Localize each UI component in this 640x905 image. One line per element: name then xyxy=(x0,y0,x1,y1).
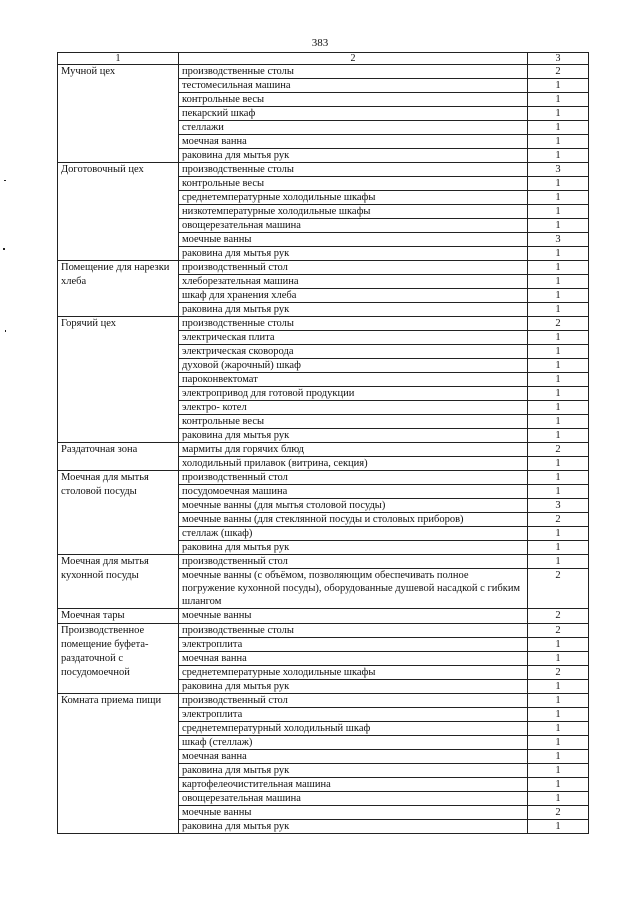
equipment-item-cell: раковина для мытья рук xyxy=(179,149,528,163)
quantity-cell: 1 xyxy=(528,736,589,750)
quantity-cell: 1 xyxy=(528,149,589,163)
quantity-cell: 1 xyxy=(528,792,589,806)
equipment-item-cell: посудомоечная машина xyxy=(179,485,528,499)
equipment-item-cell: стеллажи xyxy=(179,121,528,135)
equipment-item-cell: картофелеочистительная машина xyxy=(179,778,528,792)
quantity-cell: 1 xyxy=(528,177,589,191)
quantity-cell: 1 xyxy=(528,415,589,429)
quantity-cell: 1 xyxy=(528,359,589,373)
equipment-item-cell: моечная ванна xyxy=(179,135,528,149)
header-col-2: 2 xyxy=(179,53,528,65)
equipment-item-cell: раковина для мытья рук xyxy=(179,303,528,317)
quantity-cell: 1 xyxy=(528,191,589,205)
equipment-item-cell: раковина для мытья рук xyxy=(179,820,528,834)
equipment-item-cell: производственный стол xyxy=(179,555,528,569)
quantity-cell: 2 xyxy=(528,65,589,79)
table-row xyxy=(58,624,589,638)
quantity-cell: 1 xyxy=(528,331,589,345)
equipment-item-cell: производственный стол xyxy=(179,261,528,275)
equipment-item-cell: овощерезательная машина xyxy=(179,219,528,233)
equipment-item-cell: моечная ванна xyxy=(179,652,528,666)
section-name-cell: Помещение для нарезки хлеба xyxy=(58,261,179,317)
equipment-item-cell: духовой (жарочный) шкаф xyxy=(179,359,528,373)
quantity-cell: 1 xyxy=(528,289,589,303)
quantity-cell: 2 xyxy=(528,513,589,527)
quantity-cell: 1 xyxy=(528,219,589,233)
equipment-item-cell: производственные столы xyxy=(179,624,528,638)
section-name-cell: Доготовочный цех xyxy=(58,163,179,261)
equipment-item-cell: холодильный прилавок (витрина, секция) xyxy=(179,457,528,471)
equipment-item-cell: стеллаж (шкаф) xyxy=(179,527,528,541)
quantity-cell: 1 xyxy=(528,387,589,401)
quantity-cell: 1 xyxy=(528,527,589,541)
quantity-cell: 1 xyxy=(528,652,589,666)
equipment-item-cell: производственные столы xyxy=(179,317,528,331)
equipment-item-cell: моечные ванны (для мытья столовой посуды) xyxy=(179,499,528,513)
header-col-1: 1 xyxy=(58,53,179,65)
equipment-item-cell: электроплита xyxy=(179,708,528,722)
quantity-cell: 1 xyxy=(528,79,589,93)
equipment-item-cell: пароконвектомат xyxy=(179,373,528,387)
table-row xyxy=(58,65,589,79)
quantity-cell: 1 xyxy=(528,750,589,764)
quantity-cell: 2 xyxy=(528,624,589,638)
equipment-item-cell: раковина для мытья рук xyxy=(179,680,528,694)
section-name-cell: Моечная для мытья столовой посуды xyxy=(58,471,179,555)
equipment-item-cell: шкаф для хранения хлеба xyxy=(179,289,528,303)
equipment-item-cell: моечные ванны (для стеклянной посуды и столовых приборов) xyxy=(179,513,528,527)
quantity-cell: 3 xyxy=(528,163,589,177)
equipment-item-cell: раковина для мытья рук xyxy=(179,541,528,555)
section-name-cell: Мучной цех xyxy=(58,65,179,163)
equipment-item-cell: тестомесильная машина xyxy=(179,79,528,93)
quantity-cell: 1 xyxy=(528,429,589,443)
quantity-cell: 1 xyxy=(528,680,589,694)
equipment-item-cell: производственные столы xyxy=(179,65,528,79)
quantity-cell: 1 xyxy=(528,373,589,387)
table-row xyxy=(58,261,589,275)
table-row xyxy=(58,609,589,624)
quantity-cell: 1 xyxy=(528,345,589,359)
equipment-item-cell: среднетемпературные холодильные шкафы xyxy=(179,191,528,205)
equipment-table-body xyxy=(58,53,589,834)
table-row xyxy=(58,163,589,177)
quantity-cell: 1 xyxy=(528,722,589,736)
quantity-cell: 1 xyxy=(528,555,589,569)
equipment-item-cell: моечные ванны (с объёмом, позволяющим обеспечивать полное погружение кухонной посуды), оборудованные душевой насадкой с гибким шлангом xyxy=(179,569,528,609)
quantity-cell: 1 xyxy=(528,638,589,652)
equipment-item-cell: моечные ванны xyxy=(179,806,528,820)
equipment-item-cell: раковина для мытья рук xyxy=(179,764,528,778)
equipment-item-cell: пекарский шкаф xyxy=(179,107,528,121)
equipment-item-cell: производственные столы xyxy=(179,163,528,177)
quantity-cell: 1 xyxy=(528,471,589,485)
quantity-cell: 1 xyxy=(528,121,589,135)
page-number: 383 xyxy=(311,37,329,49)
table-row xyxy=(58,555,589,569)
quantity-cell: 1 xyxy=(528,261,589,275)
table-row xyxy=(58,471,589,485)
equipment-item-cell: электроплита xyxy=(179,638,528,652)
equipment-item-cell: электро- котел xyxy=(179,401,528,415)
quantity-cell: 1 xyxy=(528,93,589,107)
equipment-item-cell: моечные ванны xyxy=(179,609,528,624)
quantity-cell: 1 xyxy=(528,694,589,708)
section-name-cell: Горячий цех xyxy=(58,317,179,443)
equipment-item-cell: раковина для мытья рук xyxy=(179,429,528,443)
equipment-item-cell: контрольные весы xyxy=(179,177,528,191)
table-header-row xyxy=(58,53,589,65)
quantity-cell: 1 xyxy=(528,401,589,415)
quantity-cell: 1 xyxy=(528,708,589,722)
quantity-cell: 1 xyxy=(528,247,589,261)
equipment-item-cell: моечная ванна xyxy=(179,750,528,764)
quantity-cell: 1 xyxy=(528,541,589,555)
equipment-item-cell: электрическая сковорода xyxy=(179,345,528,359)
quantity-cell: 1 xyxy=(528,205,589,219)
equipment-item-cell: контрольные весы xyxy=(179,93,528,107)
equipment-item-cell: шкаф (стеллаж) xyxy=(179,736,528,750)
equipment-item-cell: контрольные весы xyxy=(179,415,528,429)
equipment-item-cell: мармиты для горячих блюд xyxy=(179,443,528,457)
equipment-item-cell: производственный стол xyxy=(179,471,528,485)
equipment-table xyxy=(57,52,589,834)
quantity-cell: 2 xyxy=(528,317,589,331)
quantity-cell: 1 xyxy=(528,764,589,778)
equipment-item-cell: производственный стол xyxy=(179,694,528,708)
quantity-cell: 2 xyxy=(528,443,589,457)
section-name-cell: Моечная для мытья кухонной посуды xyxy=(58,555,179,609)
quantity-cell: 1 xyxy=(528,457,589,471)
quantity-cell: 1 xyxy=(528,275,589,289)
quantity-cell: 1 xyxy=(528,135,589,149)
equipment-item-cell: овощерезательная машина xyxy=(179,792,528,806)
section-name-cell: Моечная тары xyxy=(58,609,179,624)
quantity-cell: 1 xyxy=(528,303,589,317)
section-name-cell: Производственное помещение буфета-раздаточной с посудомоечной xyxy=(58,624,179,694)
quantity-cell: 2 xyxy=(528,806,589,820)
quantity-cell: 2 xyxy=(528,569,589,609)
equipment-item-cell: раковина для мытья рук xyxy=(179,247,528,261)
section-name-cell: Раздаточная зона xyxy=(58,443,179,471)
equipment-item-cell: низкотемпературные холодильные шкафы xyxy=(179,205,528,219)
quantity-cell: 2 xyxy=(528,666,589,680)
equipment-item-cell: среднетемпературный холодильный шкаф xyxy=(179,722,528,736)
equipment-item-cell: среднетемпературные холодильные шкафы xyxy=(179,666,528,680)
section-name-cell: Комната приема пищи xyxy=(58,694,179,834)
table-row xyxy=(58,694,589,708)
equipment-item-cell: моечные ванны xyxy=(179,233,528,247)
table-row xyxy=(58,317,589,331)
quantity-cell: 2 xyxy=(528,609,589,624)
quantity-cell: 1 xyxy=(528,820,589,834)
equipment-item-cell: электрическая плита xyxy=(179,331,528,345)
quantity-cell: 1 xyxy=(528,107,589,121)
header-col-3: 3 xyxy=(528,53,589,65)
table-row xyxy=(58,443,589,457)
quantity-cell: 1 xyxy=(528,485,589,499)
quantity-cell: 3 xyxy=(528,499,589,513)
quantity-cell: 3 xyxy=(528,233,589,247)
equipment-item-cell: электропривод для готовой продукции xyxy=(179,387,528,401)
equipment-item-cell: хлеборезательная машина xyxy=(179,275,528,289)
quantity-cell: 1 xyxy=(528,778,589,792)
